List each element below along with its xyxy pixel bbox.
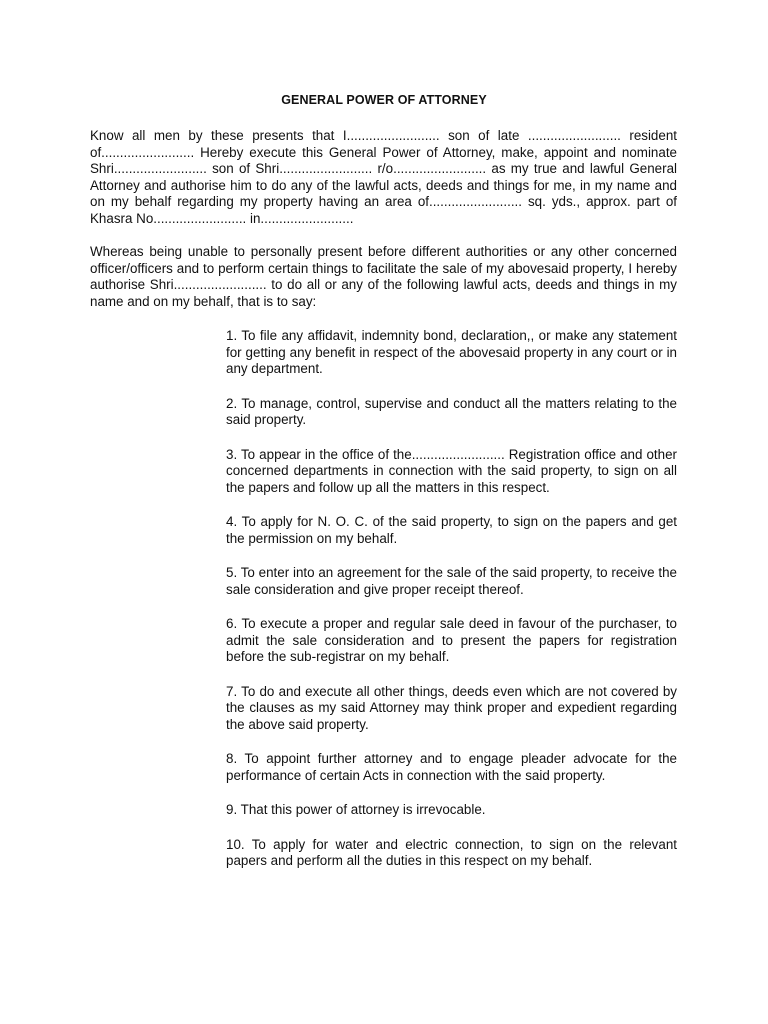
clause-item: 4. To apply for N. O. C. of the said property, to sign on the papers and get the permission on my behalf. <box>226 514 677 546</box>
clause-item: 7. To do and execute all other things, deeds even which are not covered by the clauses as my said Attorney may think proper and expedient regarding the above said property. <box>226 683 677 732</box>
document-title: GENERAL POWER OF ATTORNEY <box>281 93 487 107</box>
whereas-paragraph: Whereas being unable to personally present before different authorities or any other concerned officer/officers and to perform certain things to facilitate the sale of my abovesaid property, I hereby authorise Shri......................... to do all or any of the following lawful acts, deeds and things in my name and on my behalf, that is to say: <box>90 244 677 309</box>
clause-list <box>226 328 677 888</box>
clause-item: 3. To appear in the office of the......................... Registration office and other concerned departments in connection with the said property, to sign on all the papers and follow up all the matters in this respect. <box>226 446 677 495</box>
clause-item: 9. That this power of attorney is irrevocable. <box>226 802 486 818</box>
intro-paragraph: Know all men by these presents that I......................... son of late ......................... resident of......................... Hereby execute this General Power of Attorney, make, appoint and nominate Shri......................... son of Shri......................... r/o......................... as my true and lawful General Attorney and authorise him to do any of the lawful acts, deeds and things for me, in my name and on my behalf regarding my property having an area of......................... sq. yds., approx. part of Khasra No......................... in......................... <box>90 128 677 226</box>
clause-item: 1. To file any affidavit, indemnity bond, declaration,, or make any statement for getting any benefit in respect of the abovesaid property in any court or in any department. <box>226 328 677 377</box>
clause-item: 5. To enter into an agreement for the sale of the said property, to receive the sale consideration and give proper receipt thereof. <box>226 565 677 597</box>
clause-item: 6. To execute a proper and regular sale deed in favour of the purchaser, to admit the sale consideration and to present the papers for registration before the sub-registrar on my behalf. <box>226 616 677 665</box>
clause-item: 2. To manage, control, supervise and conduct all the matters relating to the said property. <box>226 395 677 428</box>
clause-item: 8. To appoint further attorney and to engage pleader advocate for the performance of certain Acts in connection with the said property. <box>226 751 677 783</box>
clause-item: 10. To apply for water and electric connection, to sign on the relevant papers and perform all the duties in this respect on my behalf. <box>226 836 677 869</box>
